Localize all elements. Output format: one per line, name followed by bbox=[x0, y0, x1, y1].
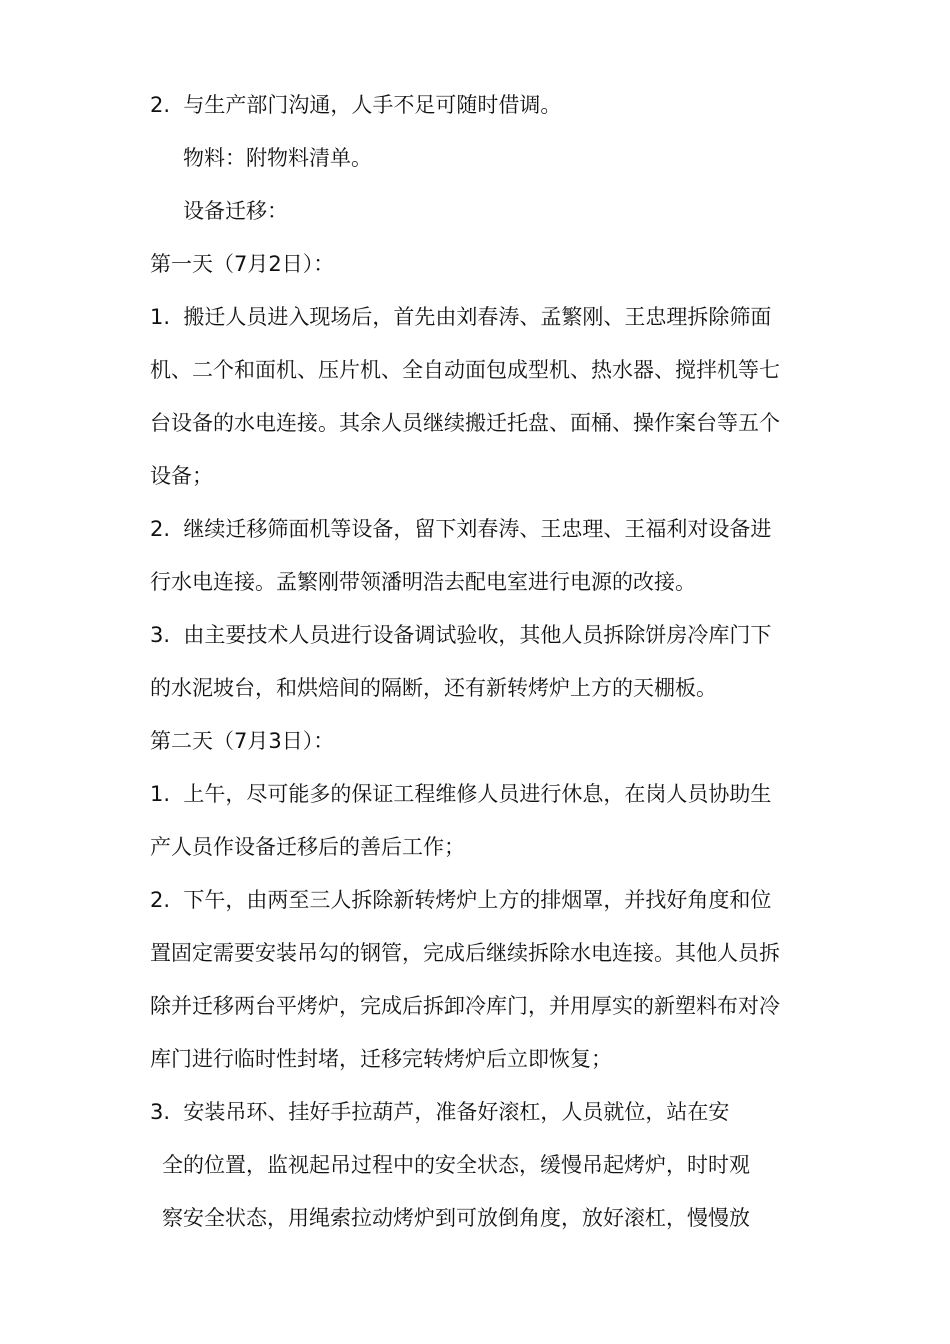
day1-item1-line4: 设备； bbox=[150, 464, 213, 488]
day2-item1-line2: 产人员作设备迁移后的善后工作； bbox=[150, 835, 465, 859]
day-two-heading: 第二天（7月3日）： bbox=[150, 729, 335, 753]
day1-item1-line2: 机、二个和面机、压片机、全自动面包成型机、热水器、搅拌机等七 bbox=[150, 358, 780, 382]
equipment-move-heading: 设备迁移： bbox=[183, 199, 288, 223]
day1-item3-line2: 的水泥坡台，和烘焙间的隔断，还有新转烤炉上方的天棚板。 bbox=[150, 676, 717, 700]
day2-item3-line3: 察安全状态，用绳索拉动烤炉到可放倒角度，放好滚杠，慢慢放 bbox=[162, 1206, 750, 1230]
day2-item3-line1: 3. 安装吊环、挂好手拉葫芦，准备好滚杠，人员就位，站在安 bbox=[150, 1100, 730, 1124]
day2-item3-line2: 全的位置，监视起吊过程中的安全状态，缓慢吊起烤炉，时时观 bbox=[162, 1153, 750, 1177]
day2-item1-line1: 1. 上午，尽可能多的保证工程维修人员进行休息，在岗人员协助生 bbox=[150, 782, 772, 806]
day2-item2-line2: 置固定需要安装吊勾的钢管，完成后继续拆除水电连接。其他人员拆 bbox=[150, 941, 780, 965]
day-one-heading: 第一天（7月2日）： bbox=[150, 252, 335, 276]
day2-item2-line1: 2. 下午，由两至三人拆除新转烤炉上方的排烟罩，并找好角度和位 bbox=[150, 888, 772, 912]
day2-item2-line4: 库门进行临时性封堵，迁移完转烤炉后立即恢复； bbox=[150, 1047, 612, 1071]
day1-item3-line1: 3. 由主要技术人员进行设备调试验收，其他人员拆除饼房冷库门下 bbox=[150, 623, 772, 647]
day2-item2-line3: 除并迁移两台平烤炉，完成后拆卸冷库门，并用厚实的新塑料布对冷 bbox=[150, 994, 780, 1018]
list-item-communication: 2. 与生产部门沟通，人手不足可随时借调。 bbox=[150, 93, 562, 117]
materials-line: 物料：附物料清单。 bbox=[183, 146, 372, 170]
day1-item1-line1: 1. 搬迁人员进入现场后，首先由刘春涛、孟繁刚、王忠理拆除筛面 bbox=[150, 305, 772, 329]
day1-item2-line2: 行水电连接。孟繁刚带领潘明浩去配电室进行电源的改接。 bbox=[150, 570, 696, 594]
day1-item2-line1: 2. 继续迁移筛面机等设备，留下刘春涛、王忠理、王福利对设备进 bbox=[150, 517, 772, 541]
day1-item1-line3: 台设备的水电连接。其余人员继续搬迁托盘、面桶、操作案台等五个 bbox=[150, 411, 780, 435]
